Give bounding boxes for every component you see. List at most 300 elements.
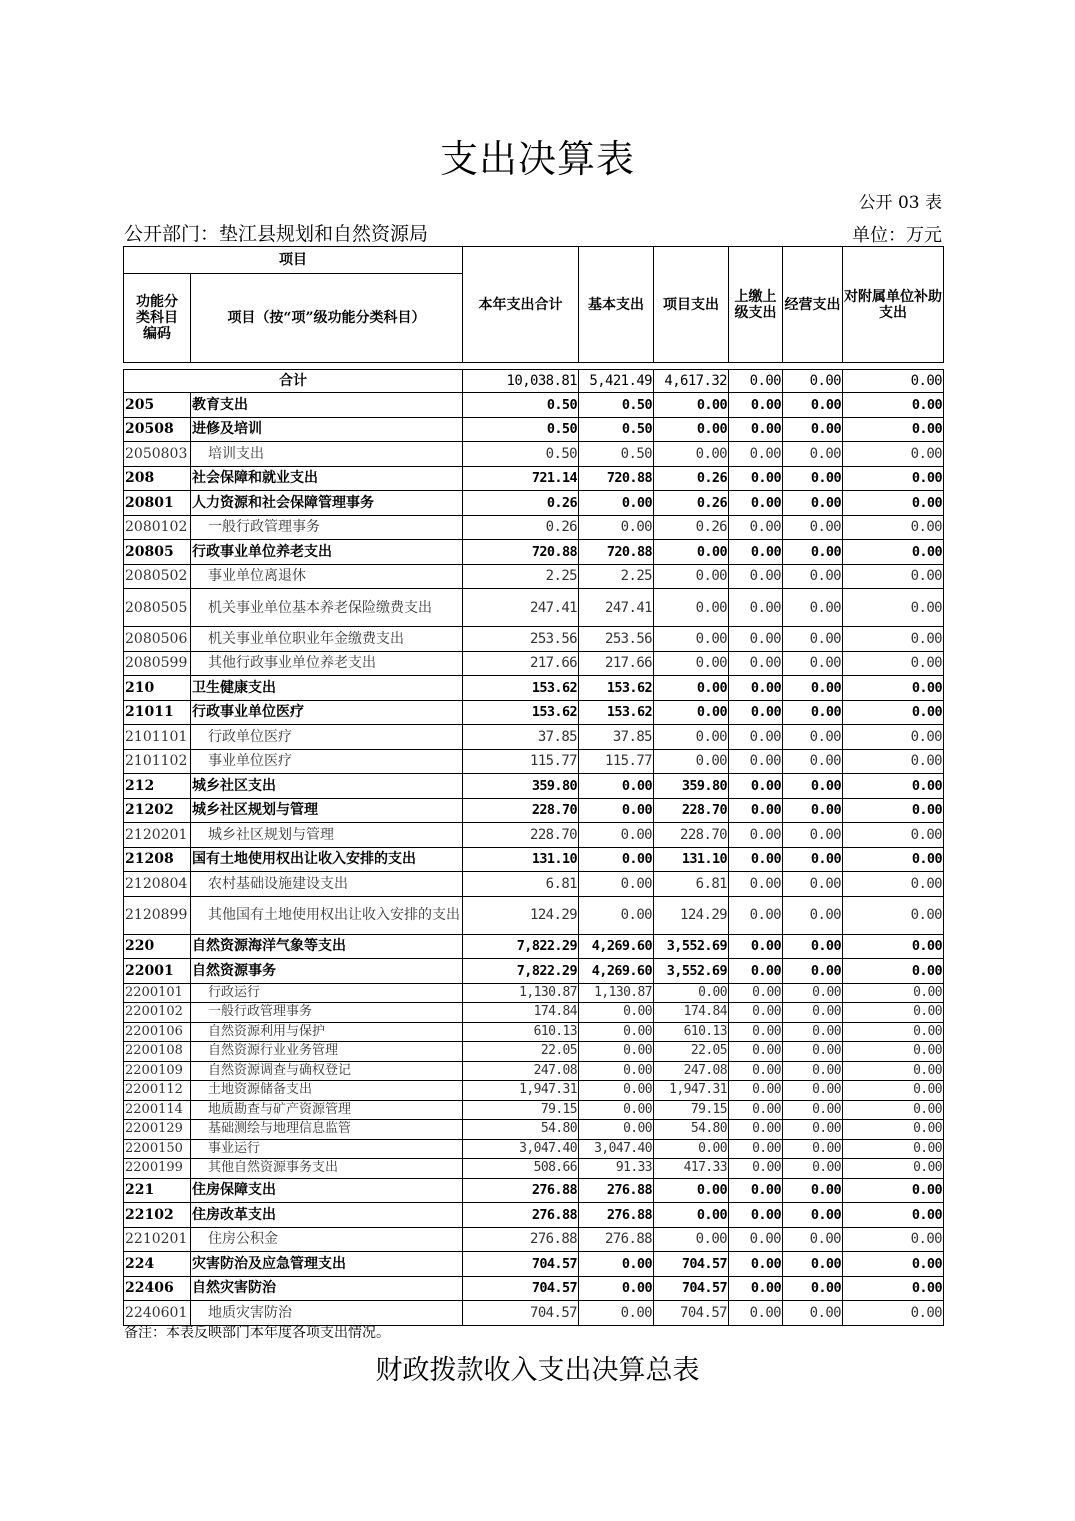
- row-name: 一般行政管理事务: [191, 1003, 463, 1023]
- row-value: 0.00: [729, 515, 783, 540]
- total-row: [124, 370, 944, 393]
- row-value: 0.00: [783, 823, 843, 848]
- row-value: 228.70: [463, 823, 579, 848]
- row-value: 0.00: [783, 417, 843, 442]
- row-value: 247.08: [654, 1061, 729, 1081]
- row-name: 人力资源和社会保障管理事务: [191, 491, 463, 516]
- row-value: 228.70: [463, 798, 579, 823]
- row-value: 0.00: [729, 774, 783, 799]
- row-value: 417.33: [654, 1159, 729, 1179]
- row-value: 0.50: [579, 393, 654, 418]
- row-code: 2101101: [124, 725, 191, 750]
- row-value: 22.05: [463, 1042, 579, 1062]
- table-row: [124, 1100, 944, 1120]
- row-value: 276.88: [579, 1227, 654, 1252]
- row-name: 住房改革支出: [191, 1203, 463, 1228]
- row-value: 0.00: [843, 417, 944, 442]
- table-row: [124, 1252, 944, 1277]
- row-code: 2210201: [124, 1227, 191, 1252]
- row-value: 228.70: [654, 823, 729, 848]
- row-value: 0.00: [783, 627, 843, 652]
- row-value: 0.00: [783, 1120, 843, 1140]
- table-body: [124, 370, 944, 1326]
- row-value: 0.00: [843, 1227, 944, 1252]
- form-number: 公开 03 表: [858, 193, 942, 213]
- row-value: 508.66: [463, 1159, 579, 1179]
- row-value: 0.50: [463, 417, 579, 442]
- row-name: 城乡社区规划与管理: [191, 798, 463, 823]
- page-title: 支出决算表: [439, 137, 635, 181]
- row-value: 79.15: [463, 1100, 579, 1120]
- row-value: 0.00: [729, 1100, 783, 1120]
- row-value: 0.00: [843, 393, 944, 418]
- row-code: 220: [124, 934, 191, 959]
- row-value: 0.00: [654, 627, 729, 652]
- row-value: 0.00: [654, 540, 729, 565]
- row-value: 0.00: [729, 627, 783, 652]
- row-value: 91.33: [579, 1159, 654, 1179]
- table-row: [124, 1159, 944, 1179]
- row-value: 0.00: [843, 1276, 944, 1301]
- row-value: 0.00: [843, 1203, 944, 1228]
- row-value: 0.00: [783, 1276, 843, 1301]
- row-code: 221: [124, 1178, 191, 1203]
- table-row: [124, 934, 944, 959]
- row-name: 行政事业单位医疗: [191, 700, 463, 725]
- row-value: 0.00: [843, 1003, 944, 1023]
- header-project: 项目: [124, 247, 463, 274]
- row-value: 124.29: [463, 896, 579, 934]
- table-row: [124, 466, 944, 491]
- row-value: 0.50: [463, 393, 579, 418]
- row-value: 0.00: [783, 466, 843, 491]
- table-row: [124, 847, 944, 872]
- row-value: 0.00: [783, 589, 843, 627]
- row-code: 2200129: [124, 1120, 191, 1140]
- row-value: 2.25: [463, 564, 579, 589]
- next-section-title: 财政拨款收入支出决算总表: [375, 1355, 700, 1386]
- row-value: 0.00: [579, 1042, 654, 1062]
- row-value: 153.62: [579, 676, 654, 701]
- row-code: 20508: [124, 417, 191, 442]
- row-value: 0.00: [783, 1227, 843, 1252]
- row-value: 0.00: [843, 540, 944, 565]
- row-value: 0.00: [783, 934, 843, 959]
- row-code: 2240601: [124, 1301, 191, 1326]
- header-name: 项目（按“项”级功能分类科目）: [191, 274, 463, 363]
- row-value: 0.00: [579, 847, 654, 872]
- row-value: 247.08: [463, 1061, 579, 1081]
- row-value: 0.00: [654, 676, 729, 701]
- row-code: 212: [124, 774, 191, 799]
- row-code: 2120201: [124, 823, 191, 848]
- header-superior: 上缴上级支出: [729, 247, 783, 363]
- row-value: 153.62: [463, 676, 579, 701]
- row-value: 131.10: [463, 847, 579, 872]
- row-value: 0.00: [654, 725, 729, 750]
- row-value: 0.00: [783, 1061, 843, 1081]
- total-value: 5,421.49: [579, 370, 654, 393]
- table-row: [124, 749, 944, 774]
- row-code: 22102: [124, 1203, 191, 1228]
- row-value: 0.00: [843, 515, 944, 540]
- row-code: 210: [124, 676, 191, 701]
- header-business: 经营支出: [783, 247, 843, 363]
- table-row: [124, 589, 944, 627]
- row-value: 0.00: [579, 1081, 654, 1101]
- row-value: 0.00: [843, 1120, 944, 1140]
- row-name: 一般行政管理事务: [191, 515, 463, 540]
- row-value: 0.00: [729, 1203, 783, 1228]
- row-value: 0.00: [729, 1003, 783, 1023]
- row-value: 0.00: [783, 540, 843, 565]
- row-name: 土地资源储备支出: [191, 1081, 463, 1101]
- row-value: 0.00: [579, 1276, 654, 1301]
- row-value: 0.00: [783, 749, 843, 774]
- row-value: 0.26: [463, 491, 579, 516]
- row-value: 0.00: [783, 798, 843, 823]
- row-value: 0.00: [729, 847, 783, 872]
- row-value: 0.00: [783, 491, 843, 516]
- row-code: 21202: [124, 798, 191, 823]
- row-value: 0.00: [783, 959, 843, 984]
- row-value: 0.00: [579, 1003, 654, 1023]
- row-value: 610.13: [654, 1022, 729, 1042]
- row-code: 2200199: [124, 1159, 191, 1179]
- row-value: 0.00: [729, 1252, 783, 1277]
- row-code: 2120899: [124, 896, 191, 934]
- row-value: 0.00: [579, 1252, 654, 1277]
- row-name: 行政单位医疗: [191, 725, 463, 750]
- row-value: 0.00: [783, 442, 843, 467]
- row-value: 115.77: [463, 749, 579, 774]
- row-value: 0.00: [783, 872, 843, 897]
- row-value: 0.00: [579, 872, 654, 897]
- row-name: 教育支出: [191, 393, 463, 418]
- row-code: 21208: [124, 847, 191, 872]
- row-value: 1,130.87: [463, 983, 579, 1003]
- row-value: 0.00: [729, 491, 783, 516]
- row-value: 3,552.69: [654, 934, 729, 959]
- row-value: 0.00: [843, 1061, 944, 1081]
- table-row: [124, 700, 944, 725]
- row-value: 704.57: [463, 1252, 579, 1277]
- table-row: [124, 1042, 944, 1062]
- row-value: 217.66: [579, 651, 654, 676]
- row-value: 276.88: [463, 1178, 579, 1203]
- row-value: 0.00: [654, 700, 729, 725]
- row-value: 0.00: [843, 749, 944, 774]
- row-name: 机关事业单位基本养老保险缴费支出: [191, 589, 463, 627]
- table-row: [124, 1081, 944, 1101]
- row-value: 1,947.31: [654, 1081, 729, 1101]
- row-value: 1,130.87: [579, 983, 654, 1003]
- row-code: 20805: [124, 540, 191, 565]
- row-code: 21011: [124, 700, 191, 725]
- row-value: 0.26: [654, 466, 729, 491]
- total-value: 10,038.81: [463, 370, 579, 393]
- row-value: 359.80: [654, 774, 729, 799]
- row-value: 0.50: [463, 442, 579, 467]
- table-row: [124, 725, 944, 750]
- row-value: 704.57: [654, 1276, 729, 1301]
- header-code: 功能分类科目编码: [124, 274, 191, 363]
- table-row: [124, 1061, 944, 1081]
- row-name: 进修及培训: [191, 417, 463, 442]
- row-code: 208: [124, 466, 191, 491]
- row-name: 自然灾害防治: [191, 1276, 463, 1301]
- row-value: 0.00: [729, 749, 783, 774]
- row-value: 0.00: [843, 676, 944, 701]
- row-value: 0.00: [729, 540, 783, 565]
- row-code: 224: [124, 1252, 191, 1277]
- row-value: 3,047.40: [579, 1139, 654, 1159]
- row-value: 0.00: [783, 676, 843, 701]
- row-value: 0.00: [729, 872, 783, 897]
- row-value: 0.00: [843, 491, 944, 516]
- row-value: 131.10: [654, 847, 729, 872]
- row-code: 2080502: [124, 564, 191, 589]
- row-name: 地质灾害防治: [191, 1301, 463, 1326]
- row-value: 0.00: [729, 1139, 783, 1159]
- row-value: 0.00: [783, 1081, 843, 1101]
- row-value: 3,047.40: [463, 1139, 579, 1159]
- header-basic: 基本支出: [579, 247, 654, 363]
- row-value: 37.85: [579, 725, 654, 750]
- row-value: 54.80: [654, 1120, 729, 1140]
- row-value: 0.00: [783, 1100, 843, 1120]
- row-value: 0.00: [783, 1159, 843, 1179]
- row-value: 174.84: [654, 1003, 729, 1023]
- row-code: 2200101: [124, 983, 191, 1003]
- row-value: 0.00: [729, 896, 783, 934]
- row-value: 276.88: [579, 1178, 654, 1203]
- table-row: [124, 798, 944, 823]
- row-value: 0.00: [579, 515, 654, 540]
- row-value: 0.00: [843, 798, 944, 823]
- row-value: 0.26: [654, 491, 729, 516]
- header-project-expense: 项目支出: [654, 247, 729, 363]
- row-code: 2080505: [124, 589, 191, 627]
- department-label: 公开部门：垫江县规划和自然资源局: [124, 223, 429, 245]
- row-value: 0.00: [729, 564, 783, 589]
- row-code: 2120804: [124, 872, 191, 897]
- row-value: 0.00: [729, 1159, 783, 1179]
- total-value: 0.00: [783, 370, 843, 393]
- table-row: [124, 417, 944, 442]
- row-value: 0.00: [843, 725, 944, 750]
- table-row: [124, 491, 944, 516]
- row-value: 0.00: [843, 1139, 944, 1159]
- row-value: 0.00: [843, 466, 944, 491]
- row-name: 其他自然资源事务支出: [191, 1159, 463, 1179]
- row-value: 0.00: [783, 1139, 843, 1159]
- row-value: 0.00: [843, 823, 944, 848]
- row-value: 0.00: [729, 417, 783, 442]
- row-code: 205: [124, 393, 191, 418]
- row-value: 0.00: [729, 1061, 783, 1081]
- row-value: 0.00: [654, 983, 729, 1003]
- row-name: 农村基础设施建设支出: [191, 872, 463, 897]
- row-value: 0.00: [843, 872, 944, 897]
- row-value: 0.00: [654, 1227, 729, 1252]
- row-value: 0.00: [843, 700, 944, 725]
- row-value: 0.00: [654, 1139, 729, 1159]
- table-row: [124, 774, 944, 799]
- row-code: 2080599: [124, 651, 191, 676]
- row-value: 0.00: [843, 934, 944, 959]
- row-value: 0.00: [729, 1022, 783, 1042]
- row-code: 2080102: [124, 515, 191, 540]
- row-value: 0.26: [463, 515, 579, 540]
- row-value: 0.00: [843, 1081, 944, 1101]
- row-value: 0.00: [729, 983, 783, 1003]
- row-value: 0.00: [729, 1042, 783, 1062]
- row-value: 0.00: [843, 442, 944, 467]
- row-name: 基础测绘与地理信息监管: [191, 1120, 463, 1140]
- row-code: 2101102: [124, 749, 191, 774]
- row-value: 0.00: [729, 393, 783, 418]
- row-name: 自然资源事务: [191, 959, 463, 984]
- row-value: 0.00: [654, 393, 729, 418]
- row-value: 0.00: [783, 515, 843, 540]
- row-name: 国有土地使用权出让收入安排的支出: [191, 847, 463, 872]
- table-row: [124, 515, 944, 540]
- row-value: 0.00: [843, 1100, 944, 1120]
- row-value: 704.57: [463, 1301, 579, 1326]
- row-value: 0.00: [783, 1252, 843, 1277]
- row-value: 0.00: [843, 1159, 944, 1179]
- row-name: 其他国有土地使用权出让收入安排的支出: [191, 896, 463, 934]
- row-value: 0.00: [579, 798, 654, 823]
- row-value: 0.00: [783, 896, 843, 934]
- row-value: 0.00: [729, 589, 783, 627]
- row-value: 0.00: [579, 491, 654, 516]
- row-name: 自然资源行业业务管理: [191, 1042, 463, 1062]
- row-value: 0.26: [654, 515, 729, 540]
- row-value: 0.00: [654, 1178, 729, 1203]
- total-value: 0.00: [843, 370, 944, 393]
- row-value: 276.88: [463, 1203, 579, 1228]
- table-row: [124, 442, 944, 467]
- row-value: 3,552.69: [654, 959, 729, 984]
- header-total: 本年支出合计: [463, 247, 579, 363]
- row-value: 0.00: [843, 1252, 944, 1277]
- row-value: 0.00: [783, 1042, 843, 1062]
- row-name: 地质勘查与矿产资源管理: [191, 1100, 463, 1120]
- table-row: [124, 1022, 944, 1042]
- row-value: 0.00: [654, 1203, 729, 1228]
- row-code: 2200102: [124, 1003, 191, 1023]
- row-value: 174.84: [463, 1003, 579, 1023]
- row-value: 37.85: [463, 725, 579, 750]
- row-value: 1,947.31: [463, 1081, 579, 1101]
- row-value: 0.00: [783, 1301, 843, 1326]
- row-name: 社会保障和就业支出: [191, 466, 463, 491]
- table-row: [124, 959, 944, 984]
- row-value: 0.00: [579, 1120, 654, 1140]
- row-code: 22001: [124, 959, 191, 984]
- row-value: 0.00: [729, 1081, 783, 1101]
- total-label: 合计: [124, 370, 463, 393]
- row-value: 0.00: [729, 1301, 783, 1326]
- table-row: [124, 1003, 944, 1023]
- row-value: 0.00: [783, 1178, 843, 1203]
- table-row: [124, 676, 944, 701]
- row-value: 0.00: [843, 983, 944, 1003]
- row-value: 0.00: [579, 896, 654, 934]
- row-value: 217.66: [463, 651, 579, 676]
- table-row: [124, 983, 944, 1003]
- row-name: 行政运行: [191, 983, 463, 1003]
- row-value: 0.00: [783, 564, 843, 589]
- expenditure-table: [123, 246, 944, 1326]
- row-name: 城乡社区规划与管理: [191, 823, 463, 848]
- row-value: 0.00: [579, 1022, 654, 1042]
- row-name: 行政事业单位养老支出: [191, 540, 463, 565]
- row-value: 720.88: [463, 540, 579, 565]
- row-value: 0.00: [729, 959, 783, 984]
- row-code: 2200108: [124, 1042, 191, 1062]
- row-value: 0.00: [654, 564, 729, 589]
- row-name: 住房保障支出: [191, 1178, 463, 1203]
- row-value: 0.00: [729, 651, 783, 676]
- row-value: 0.00: [843, 651, 944, 676]
- row-value: 704.57: [654, 1301, 729, 1326]
- header-subsidy: 对附属单位补助支出: [843, 247, 944, 363]
- row-value: 4,269.60: [579, 959, 654, 984]
- row-value: 0.00: [843, 1022, 944, 1042]
- row-name: 城乡社区支出: [191, 774, 463, 799]
- table-row: [124, 1203, 944, 1228]
- row-value: 0.00: [579, 1301, 654, 1326]
- table-row: [124, 1139, 944, 1159]
- row-code: 2200112: [124, 1081, 191, 1101]
- row-name: 自然资源利用与保护: [191, 1022, 463, 1042]
- row-value: 0.00: [783, 651, 843, 676]
- row-value: 0.00: [843, 627, 944, 652]
- row-value: 0.00: [843, 1042, 944, 1062]
- row-name: 事业单位离退休: [191, 564, 463, 589]
- row-value: 0.00: [729, 823, 783, 848]
- row-value: 0.00: [783, 983, 843, 1003]
- table-row: [124, 651, 944, 676]
- row-value: 0.00: [654, 749, 729, 774]
- row-value: 0.00: [843, 1301, 944, 1326]
- row-value: 704.57: [463, 1276, 579, 1301]
- row-value: 0.00: [843, 959, 944, 984]
- unit-label: 单位：万元: [852, 225, 942, 246]
- row-value: 0.00: [579, 1100, 654, 1120]
- row-value: 0.00: [729, 798, 783, 823]
- row-value: 0.00: [729, 442, 783, 467]
- row-value: 610.13: [463, 1022, 579, 1042]
- row-value: 0.00: [783, 847, 843, 872]
- row-value: 0.00: [783, 1203, 843, 1228]
- row-value: 276.88: [463, 1227, 579, 1252]
- row-value: 2.25: [579, 564, 654, 589]
- row-value: 0.00: [729, 676, 783, 701]
- row-value: 0.00: [729, 1276, 783, 1301]
- row-value: 7,822.29: [463, 959, 579, 984]
- row-value: 228.70: [654, 798, 729, 823]
- row-value: 0.00: [579, 1061, 654, 1081]
- table-row: [124, 1120, 944, 1140]
- row-name: 住房公积金: [191, 1227, 463, 1252]
- row-value: 0.00: [729, 1227, 783, 1252]
- row-value: 124.29: [654, 896, 729, 934]
- row-value: 0.50: [579, 417, 654, 442]
